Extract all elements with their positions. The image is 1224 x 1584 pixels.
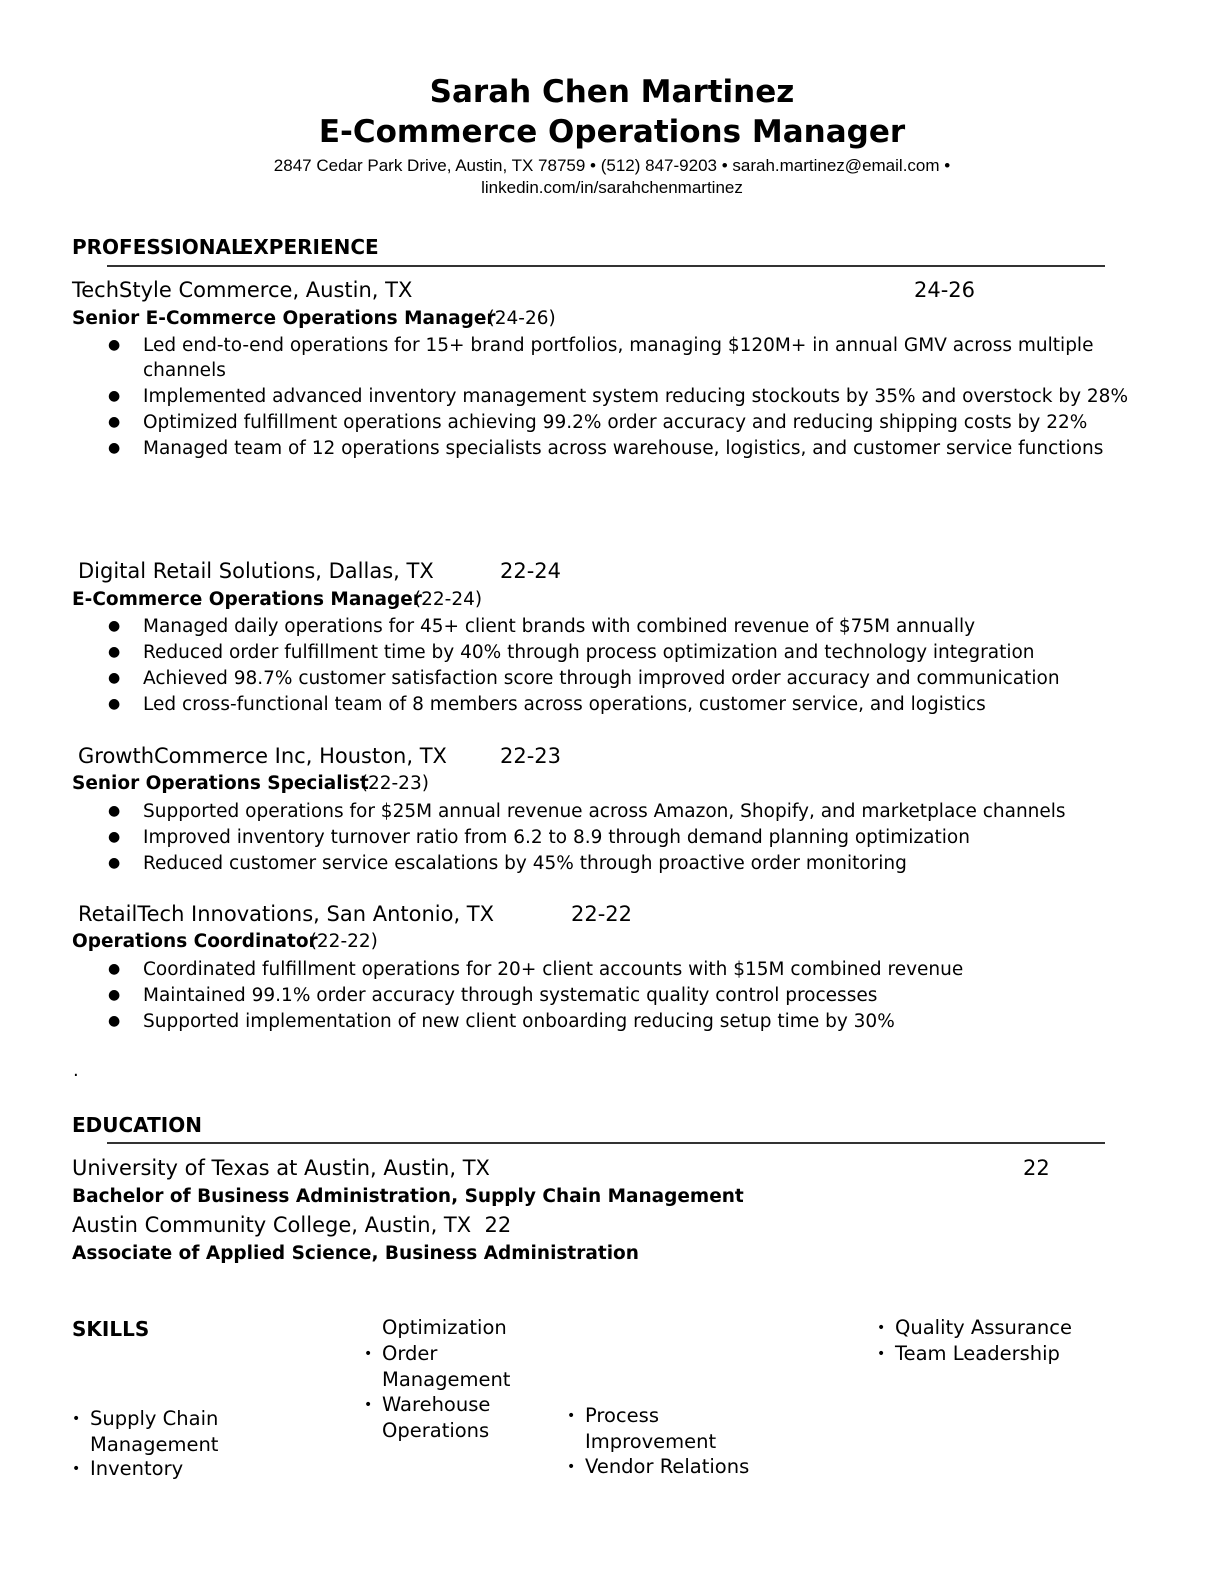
job-role-dates: (22-24) <box>413 589 483 610</box>
stray-period: . <box>73 1060 79 1081</box>
bullet-icon: ● <box>108 829 121 845</box>
education-divider <box>107 1142 1105 1144</box>
bullet-icon: • <box>567 1459 576 1475</box>
job-title: Operations Coordinator <box>72 931 318 952</box>
skill-item <box>364 1392 491 1444</box>
bullet-text: Improved inventory turnover ratio from 6.2 to 8.9 through demand planning optimization <box>143 827 970 848</box>
bullet-icon: • <box>364 1346 373 1362</box>
skill-text: Vendor Relations <box>585 1455 750 1478</box>
bullet-icon: ● <box>108 670 121 686</box>
job-bullet <box>104 384 1144 409</box>
skill-item <box>72 1456 184 1482</box>
bullet-icon: ● <box>108 696 121 712</box>
education-degree: Associate of Applied Science, Business Administration <box>72 1243 639 1264</box>
experience-heading <box>72 234 379 260</box>
job-dates: 22-23 <box>500 744 562 768</box>
job-role <box>72 930 378 954</box>
job-bullet <box>104 410 1144 435</box>
job-dates: 22-24 <box>500 559 562 583</box>
bullet-icon: ● <box>108 855 121 871</box>
skill-text: Management <box>382 1368 511 1391</box>
bullet-text: Achieved 98.7% customer satisfaction score through improved order accuracy and communication <box>143 668 1060 689</box>
contact-line <box>0 155 1224 177</box>
experience-heading-part2: EXPERIENCE <box>239 235 379 259</box>
job-role <box>72 307 556 331</box>
job-dates: 24-26 <box>914 278 976 302</box>
education-year: 22 <box>1023 1156 1050 1180</box>
bullet-icon: • <box>364 1397 373 1413</box>
bullet-text: Reduced customer service escalations by 45% through proactive order monitoring <box>143 853 907 874</box>
bullet-text: Supported implementation of new client onboarding reducing setup time by 30% <box>143 1011 895 1032</box>
job-company: Digital Retail Solutions, Dallas, TX <box>78 559 434 583</box>
job-bullet <box>104 825 1144 850</box>
skill-text: Supply Chain <box>90 1407 219 1430</box>
bullet-icon: ● <box>108 388 121 404</box>
bullet-icon: • <box>72 1411 81 1427</box>
experience-heading-part1: PROFESSIONAL <box>72 235 244 259</box>
skill-item <box>567 1403 717 1455</box>
bullet-text: Maintained 99.1% order accuracy through systematic quality control processes <box>143 985 878 1006</box>
skill-item <box>877 1315 1072 1341</box>
linkedin-link[interactable]: linkedin.com/in/sarahchenmartinez <box>481 178 743 197</box>
job-bullet <box>104 692 1144 717</box>
skill-text: Warehouse <box>382 1393 491 1416</box>
skill-item <box>72 1406 219 1458</box>
skill-text: Operations <box>382 1419 490 1442</box>
education-school-name: Austin Community College, Austin, TX <box>72 1213 472 1237</box>
skill-text: Process <box>585 1404 659 1427</box>
job-bullet <box>104 614 1144 639</box>
job-bullets <box>104 957 1144 1035</box>
skill-text: Order <box>382 1342 438 1365</box>
job-bullets <box>104 799 1144 877</box>
bullet-text: Optimized fulfillment operations achieving 99.2% order accuracy and reducing shipping costs by 22% <box>143 412 1088 433</box>
job-bullet <box>104 436 1144 461</box>
job-bullets <box>104 614 1144 718</box>
bullet-icon: ● <box>108 440 121 456</box>
linkedin-line <box>0 177 1224 199</box>
skill-item <box>877 1341 1060 1367</box>
job-company: RetailTech Innovations, San Antonio, TX <box>78 902 495 926</box>
job-role-dates: (22-22) <box>309 931 378 952</box>
job-company: TechStyle Commerce, Austin, TX <box>72 278 413 302</box>
skill-text: Inventory <box>90 1457 184 1480</box>
experience-divider <box>107 265 1105 267</box>
bullet-icon: • <box>567 1408 576 1424</box>
bullet-icon: ● <box>108 803 121 819</box>
job-dates: 22-22 <box>571 902 633 926</box>
bullet-icon: • <box>877 1346 886 1362</box>
bullet-icon: ● <box>108 414 121 430</box>
job-bullet <box>104 957 1144 982</box>
bullet-text: Managed team of 12 operations specialists across warehouse, logistics, and customer service functions <box>143 438 1104 459</box>
job-title: Senior E-Commerce Operations Manager <box>72 308 496 329</box>
skills-heading: SKILLS <box>72 1317 150 1341</box>
candidate-title: E-Commerce Operations Manager <box>318 114 906 150</box>
skill-item <box>567 1454 750 1480</box>
job-role <box>72 772 429 796</box>
job-role-dates: (22-23) <box>360 773 429 794</box>
education-year: 22 <box>484 1213 512 1237</box>
bullet-text: Led cross-functional team of 8 members across operations, customer service, and logistics <box>143 694 986 715</box>
bullet-icon: ● <box>108 987 121 1003</box>
bullet-icon: ● <box>108 337 121 353</box>
skill-text: Improvement <box>585 1430 717 1453</box>
bullet-icon: • <box>877 1320 886 1336</box>
job-title: Senior Operations Specialist <box>72 773 369 794</box>
bullet-icon: ● <box>108 1013 121 1029</box>
education-degree: Bachelor of Business Administration, Supply Chain Management <box>72 1186 744 1207</box>
job-bullet <box>104 666 1144 691</box>
skill-item <box>364 1341 511 1393</box>
education-school <box>72 1211 511 1239</box>
job-bullet <box>104 851 1144 876</box>
bullet-text: Led end-to-end operations for 15+ brand portfolios, managing $120M+ in annual GMV across multiple channels <box>143 335 1094 381</box>
candidate-name: Sarah Chen Martinez <box>429 74 795 110</box>
bullet-text: Coordinated fulfillment operations for 20+ client accounts with $15M combined revenue <box>143 959 964 980</box>
bullet-icon: ● <box>108 618 121 634</box>
job-role-dates: (24-26) <box>487 308 556 329</box>
skill-text: Optimization <box>382 1316 507 1339</box>
job-bullet <box>104 640 1144 665</box>
job-bullet <box>104 983 1144 1008</box>
bullet-text: Supported operations for $25M annual revenue across Amazon, Shopify, and marketplace channels <box>143 801 1066 822</box>
job-role <box>72 588 482 612</box>
skill-text: Management <box>90 1433 219 1456</box>
bullet-icon: ● <box>108 644 121 660</box>
job-bullet <box>104 799 1144 824</box>
bullet-icon: ● <box>108 961 121 977</box>
bullet-icon: • <box>72 1461 81 1477</box>
education-heading: EDUCATION <box>72 1113 202 1137</box>
job-bullet <box>104 1009 1144 1034</box>
bullet-text: Reduced order fulfillment time by 40% through process optimization and technology integration <box>143 642 1035 663</box>
contact-info: 2847 Cedar Park Drive, Austin, TX 78759 • (512) 847-9203 • sarah.martinez@email.com • <box>273 156 951 175</box>
job-title: E-Commerce Operations Manager <box>72 589 422 610</box>
job-company: GrowthCommerce Inc, Houston, TX <box>78 744 447 768</box>
bullet-text: Implemented advanced inventory management system reducing stockouts by 35% and overstock by 28% <box>143 386 1129 407</box>
skill-item-continued <box>382 1315 507 1341</box>
bullet-text: Managed daily operations for 45+ client brands with combined revenue of $75M annually <box>143 616 976 637</box>
education-school: University of Texas at Austin, Austin, TX <box>72 1156 490 1180</box>
job-bullet <box>104 333 1144 383</box>
skill-text: Team Leadership <box>895 1342 1060 1365</box>
skill-text: Quality Assurance <box>895 1316 1072 1339</box>
job-bullets <box>104 333 1144 462</box>
